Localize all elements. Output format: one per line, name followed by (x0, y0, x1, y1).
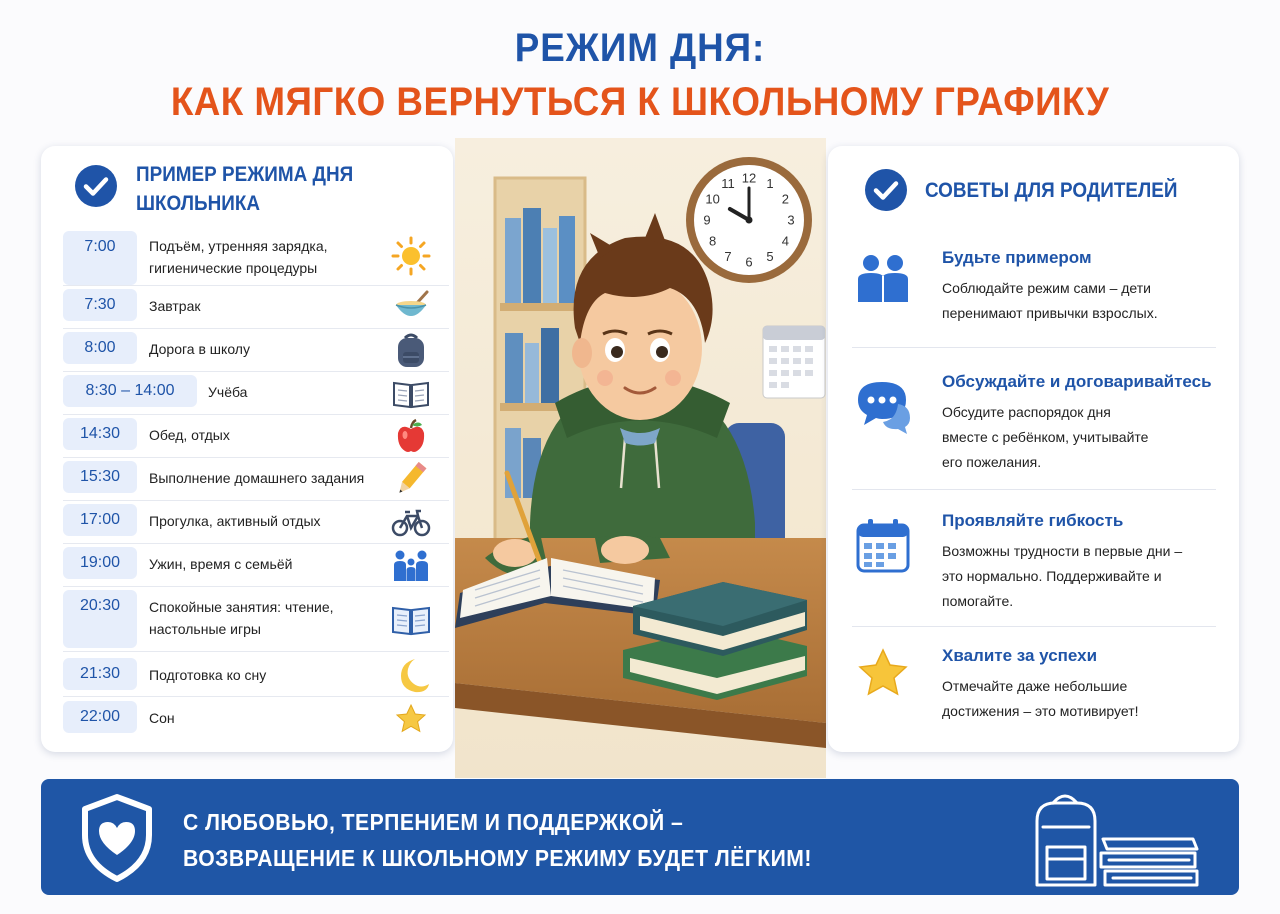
schedule-title-line2: ШКОЛЬНИКА (136, 192, 261, 215)
clock-number: 7 (724, 248, 732, 264)
divider (852, 626, 1216, 627)
clock-number: 8 (708, 233, 717, 249)
activity-text: Дорога в школу (149, 341, 250, 357)
activity-text: Подготовка ко сну (149, 667, 267, 683)
activity-text (149, 235, 328, 279)
page-subtitle: КАК МЯГКО ВЕРНУТЬСЯ К ШКОЛЬНОМУ ГРАФИКУ (170, 80, 1110, 124)
time-label: 20:30 (63, 590, 137, 648)
clock-number: 3 (787, 212, 795, 228)
time-label: 22:00 (63, 701, 137, 733)
activity-line1: Спокойные занятия: чтение, (149, 599, 334, 615)
tip-line: Обсудите распорядок дня (942, 404, 1111, 420)
divider (852, 489, 1216, 490)
book-icon (391, 373, 431, 413)
schedule-title (136, 160, 353, 218)
tip-line: вместе с ребёнком, учитывайте (942, 429, 1149, 445)
schedule-row (63, 372, 449, 415)
calendar-icon (852, 515, 914, 577)
time-label: 14:30 (63, 418, 137, 450)
tip-title: Хвалите за успехи (942, 646, 1098, 665)
wall-clock (686, 157, 812, 283)
clock-number: 1 (766, 176, 774, 192)
backpack-books-icon (1013, 787, 1203, 891)
open-book-icon (391, 599, 431, 639)
activity-line2: настольные игры (149, 621, 261, 637)
schedule-row (63, 587, 449, 652)
tip-title: Будьте примером (942, 248, 1092, 267)
bicycle-icon (391, 502, 431, 542)
star-icon (852, 644, 914, 706)
tip-text (942, 276, 1227, 326)
activity-text (149, 596, 334, 640)
banner-line1: С ЛЮБОВЬЮ, ТЕРПЕНИЕМ И ПОДДЕРЖКОЙ – (183, 809, 684, 835)
apple-icon (391, 416, 431, 456)
activity-text: Завтрак (149, 298, 201, 314)
tip-text (942, 674, 1227, 724)
chat-icon (852, 374, 914, 436)
tip-line: Возможны трудности в первые дни – (942, 543, 1183, 559)
tip-line: Соблюдайте режим сами – дети (942, 280, 1151, 296)
schedule-title-line1: ПРИМЕР РЕЖИМА ДНЯ (136, 163, 354, 186)
schedule-row (63, 697, 449, 742)
schedule-row (63, 458, 449, 501)
clock-number: 4 (781, 233, 790, 249)
time-label: 17:00 (63, 504, 137, 536)
family-icon (391, 545, 431, 585)
people-icon (852, 250, 914, 312)
clock-number: 9 (703, 212, 711, 228)
check-circle-icon (864, 168, 908, 212)
tip-text (942, 539, 1227, 614)
activity-text: Ужин, время с семьёй (149, 556, 293, 572)
banner-text (183, 804, 812, 876)
clock-number: 6 (745, 254, 753, 270)
tip-line: помогайте. (942, 593, 1014, 609)
schedule-card (41, 146, 453, 752)
tip-line: перенимают привычки взрослых. (942, 305, 1158, 321)
illustration-boy-studying (455, 138, 826, 778)
wall-calendar (763, 326, 825, 398)
activity-line1: Подъём, утренняя зарядка, (149, 238, 328, 254)
clock-number: 11 (721, 176, 735, 192)
schedule-row (63, 501, 449, 544)
schedule-row (63, 544, 449, 587)
schedule-row (63, 329, 449, 372)
banner-line2: ВОЗВРАЩЕНИЕ К ШКОЛЬНОМУ РЕЖИМУ БУДЕТ ЛЁГКИМ! (183, 845, 812, 871)
tip-line: достижения – это мотивирует! (942, 703, 1139, 719)
activity-text: Учёба (208, 384, 248, 400)
schedule-row (63, 228, 449, 286)
time-label: 7:00 (63, 231, 137, 285)
star-icon (391, 699, 431, 739)
backpack-icon (391, 330, 431, 370)
tip-line: его пожелания. (942, 454, 1042, 470)
tips-card (828, 146, 1239, 752)
activity-line2: гигиенические процедуры (149, 260, 318, 276)
schedule-row (63, 652, 449, 697)
time-label: 7:30 (63, 289, 137, 321)
check-circle-icon (74, 164, 118, 208)
time-label: 19:00 (63, 547, 137, 579)
tip-title: Обсуждайте и договаривайтесь (942, 372, 1212, 391)
bowl-icon (391, 287, 431, 327)
tip-line: Отмечайте даже небольшие (942, 678, 1128, 694)
tip-title: Проявляйте гибкость (942, 511, 1124, 530)
schedule-row (63, 286, 449, 329)
tip-line: это нормально. Поддерживайте и (942, 568, 1162, 584)
activity-text: Сон (149, 710, 175, 726)
bottom-banner (41, 779, 1239, 895)
pencil-icon (391, 459, 431, 499)
time-label: 21:30 (63, 658, 137, 690)
clock-number: 12 (741, 170, 757, 186)
sun-icon (391, 236, 431, 276)
moon-icon (391, 655, 431, 695)
divider (852, 347, 1216, 348)
clock-number: 10 (705, 191, 720, 207)
clock-number: 2 (781, 191, 790, 207)
tip-text (942, 400, 1227, 475)
clock-number: 5 (766, 248, 774, 264)
tips-title: СОВЕТЫ ДЛЯ РОДИТЕЛЕЙ (925, 179, 1178, 202)
activity-text: Обед, отдых (149, 427, 230, 443)
time-label: 8:30 – 14:00 (63, 375, 197, 407)
time-label: 8:00 (63, 332, 137, 364)
activity-text: Выполнение домашнего задания (149, 470, 365, 486)
shield-heart-icon (77, 793, 157, 883)
schedule-row (63, 415, 449, 458)
page-title: РЕЖИМ ДНЯ: (514, 26, 766, 70)
activity-text: Прогулка, активный отдых (149, 513, 321, 529)
time-label: 15:30 (63, 461, 137, 493)
